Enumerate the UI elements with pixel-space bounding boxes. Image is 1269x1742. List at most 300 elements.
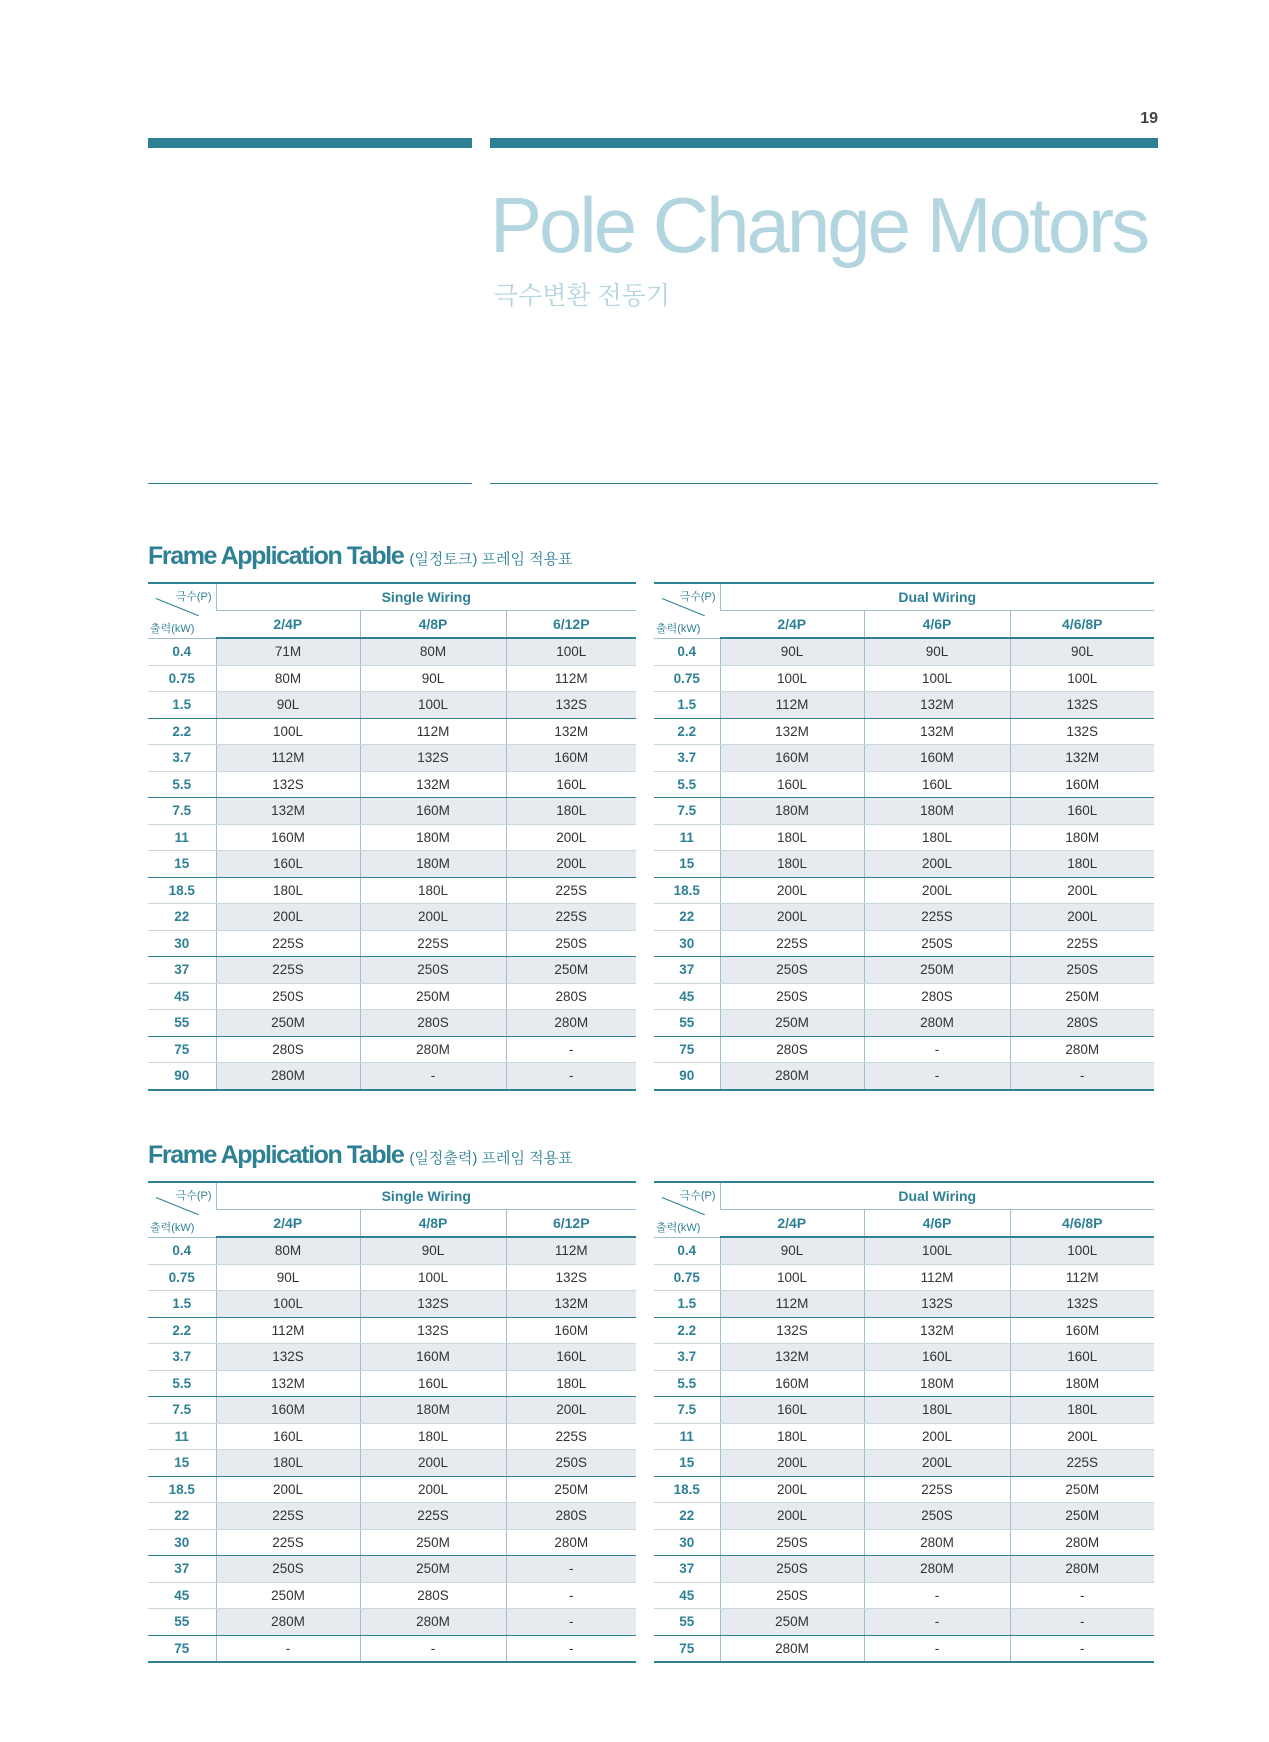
table-row <box>148 1529 636 1556</box>
frame-size-cell: 280M <box>1010 1556 1154 1583</box>
poles-label: 극수(P) <box>679 1190 716 1202</box>
output-kw-cell: 22 <box>148 1503 216 1530</box>
frame-size-cell: 250S <box>720 1582 864 1609</box>
frame-size-cell: 280M <box>1010 1036 1154 1063</box>
frame-size-cell: 112M <box>360 718 506 745</box>
poles-label: 극수(P) <box>175 591 212 603</box>
table-row <box>148 1423 636 1450</box>
frame-size-cell: 80M <box>216 1237 360 1264</box>
frame-table-constant-torque-dual <box>654 582 1154 1091</box>
frame-size-cell: 200L <box>360 1450 506 1477</box>
table-row <box>654 1317 1154 1344</box>
wiring-group-header: Dual Wiring <box>720 1182 1154 1210</box>
frame-size-cell: 200L <box>720 1503 864 1530</box>
frame-size-cell: 200L <box>506 824 636 851</box>
frame-size-cell: 180M <box>1010 824 1154 851</box>
table-row <box>654 718 1154 745</box>
frame-size-cell: 160M <box>1010 771 1154 798</box>
frame-size-cell: 180M <box>360 1397 506 1424</box>
table-row <box>148 1397 636 1424</box>
output-label: 출력(kW) <box>656 622 701 635</box>
frame-size-cell: 160M <box>360 798 506 825</box>
output-kw-cell: 18.5 <box>148 877 216 904</box>
frame-size-cell: 112M <box>1010 1264 1154 1291</box>
frame-size-cell: 132S <box>1010 692 1154 719</box>
header-corner-cell <box>148 1182 216 1237</box>
frame-size-cell: 180L <box>720 824 864 851</box>
table-row <box>148 1635 636 1662</box>
frame-table-constant-output-single <box>148 1181 636 1663</box>
frame-size-cell: 250S <box>506 930 636 957</box>
frame-size-cell: 160L <box>506 1344 636 1371</box>
output-kw-cell: 75 <box>148 1036 216 1063</box>
header-corner-cell <box>148 583 216 638</box>
table-row <box>148 1344 636 1371</box>
frame-size-cell: 225S <box>864 1476 1010 1503</box>
table-row <box>654 1556 1154 1583</box>
table-row <box>654 1397 1154 1424</box>
frame-size-cell: 250S <box>720 983 864 1010</box>
frame-size-cell: 180M <box>864 798 1010 825</box>
output-kw-cell: 5.5 <box>654 1370 720 1397</box>
table-row <box>148 1264 636 1291</box>
frame-size-cell: 132S <box>506 692 636 719</box>
frame-size-cell: 225S <box>216 1503 360 1530</box>
pole-column-header: 2/4P <box>720 1210 864 1238</box>
frame-size-cell: 100L <box>216 1291 360 1318</box>
frame-size-cell: 280M <box>360 1036 506 1063</box>
frame-size-cell: 225S <box>720 930 864 957</box>
output-kw-cell: 30 <box>148 1529 216 1556</box>
output-kw-cell: 37 <box>654 957 720 984</box>
table-row <box>654 771 1154 798</box>
output-kw-cell: 11 <box>148 1423 216 1450</box>
table-row <box>654 851 1154 878</box>
frame-size-cell: 250M <box>360 1556 506 1583</box>
pole-column-header: 4/6/8P <box>1010 611 1154 639</box>
table-row <box>148 983 636 1010</box>
frame-size-cell: 160L <box>216 1423 360 1450</box>
table-row <box>654 983 1154 1010</box>
frame-size-cell: 180L <box>506 798 636 825</box>
table-row <box>654 1237 1154 1264</box>
frame-size-cell: 200L <box>864 1423 1010 1450</box>
frame-size-cell: 90L <box>1010 638 1154 665</box>
table-row <box>148 1010 636 1037</box>
page-subtitle: 극수변환 전동기 <box>494 282 670 310</box>
frame-size-cell: 180M <box>360 824 506 851</box>
frame-size-cell: 80M <box>216 665 360 692</box>
frame-size-cell: 132M <box>216 1370 360 1397</box>
table-row <box>654 957 1154 984</box>
output-kw-cell: 0.75 <box>654 1264 720 1291</box>
output-kw-cell: 2.2 <box>654 1317 720 1344</box>
output-kw-cell: 5.5 <box>148 771 216 798</box>
table-row <box>654 1036 1154 1063</box>
output-kw-cell: 18.5 <box>654 1476 720 1503</box>
frame-size-cell: 225S <box>506 1423 636 1450</box>
frame-size-cell: 160M <box>216 824 360 851</box>
frame-size-cell: 132M <box>506 1291 636 1318</box>
frame-size-cell: 250S <box>720 1529 864 1556</box>
table-row <box>654 1291 1154 1318</box>
frame-size-cell: 280M <box>506 1010 636 1037</box>
output-kw-cell: 7.5 <box>148 798 216 825</box>
pole-column-header: 6/12P <box>506 611 636 639</box>
frame-size-cell: 280S <box>864 983 1010 1010</box>
frame-size-cell: 71M <box>216 638 360 665</box>
output-kw-cell: 15 <box>148 1450 216 1477</box>
frame-size-cell: - <box>360 1063 506 1090</box>
frame-size-cell: 160L <box>864 771 1010 798</box>
table-row <box>654 1063 1154 1090</box>
frame-size-cell: 225S <box>360 1503 506 1530</box>
frame-size-cell: - <box>360 1635 506 1662</box>
frame-size-cell: 250S <box>216 1556 360 1583</box>
frame-size-cell: 280S <box>360 1010 506 1037</box>
frame-size-cell: 250M <box>1010 1503 1154 1530</box>
table-row <box>654 692 1154 719</box>
table-row <box>148 1063 636 1090</box>
output-kw-cell: 55 <box>148 1609 216 1636</box>
frame-size-cell: - <box>506 1556 636 1583</box>
header-corner-cell <box>654 583 720 638</box>
frame-size-cell: - <box>216 1635 360 1662</box>
frame-size-cell: 160M <box>216 1397 360 1424</box>
poles-label: 극수(P) <box>679 591 716 603</box>
frame-size-cell: 280M <box>216 1063 360 1090</box>
frame-size-cell: 180L <box>720 1423 864 1450</box>
frame-size-cell: 250M <box>506 1476 636 1503</box>
frame-size-cell: 180M <box>720 798 864 825</box>
frame-size-cell: 200L <box>360 1476 506 1503</box>
output-kw-cell: 3.7 <box>148 745 216 772</box>
frame-size-cell: 180L <box>864 824 1010 851</box>
table-row <box>148 638 636 665</box>
output-kw-cell: 0.75 <box>654 665 720 692</box>
table-row <box>148 877 636 904</box>
wiring-group-header: Single Wiring <box>216 583 636 611</box>
frame-size-cell: - <box>506 1036 636 1063</box>
table-row <box>148 798 636 825</box>
frame-size-cell: 132M <box>506 718 636 745</box>
output-kw-cell: 0.4 <box>654 638 720 665</box>
frame-size-cell: 160L <box>720 771 864 798</box>
output-kw-cell: 0.4 <box>148 1237 216 1264</box>
frame-size-cell: 100L <box>720 665 864 692</box>
frame-size-cell: 200L <box>216 1476 360 1503</box>
frame-size-cell: 180M <box>360 851 506 878</box>
table-row <box>148 692 636 719</box>
frame-size-cell: 280S <box>506 983 636 1010</box>
output-kw-cell: 0.4 <box>148 638 216 665</box>
frame-size-cell: - <box>864 1036 1010 1063</box>
output-kw-cell: 18.5 <box>654 877 720 904</box>
output-kw-cell: 15 <box>148 851 216 878</box>
frame-size-cell: 100L <box>216 718 360 745</box>
frame-size-cell: 160M <box>864 745 1010 772</box>
frame-size-cell: 90L <box>216 692 360 719</box>
table-row <box>148 957 636 984</box>
output-kw-cell: 0.75 <box>148 665 216 692</box>
frame-size-cell: 100L <box>506 638 636 665</box>
pole-column-header: 2/4P <box>720 611 864 639</box>
table-row <box>148 1450 636 1477</box>
output-label: 출력(kW) <box>150 622 195 635</box>
frame-size-cell: 132M <box>1010 745 1154 772</box>
table-row <box>654 1503 1154 1530</box>
frame-size-cell: 90L <box>720 1237 864 1264</box>
output-kw-cell: 55 <box>654 1010 720 1037</box>
frame-size-cell: 100L <box>864 1237 1010 1264</box>
table-row <box>654 1635 1154 1662</box>
frame-size-cell: 200L <box>216 904 360 931</box>
output-kw-cell: 22 <box>148 904 216 931</box>
frame-size-cell: 280S <box>360 1582 506 1609</box>
frame-size-cell: 200L <box>1010 904 1154 931</box>
frame-size-cell: 100L <box>864 665 1010 692</box>
frame-size-cell: 250S <box>864 930 1010 957</box>
output-label: 출력(kW) <box>656 1221 701 1234</box>
frame-size-cell: 160L <box>216 851 360 878</box>
frame-size-cell: 250S <box>216 983 360 1010</box>
frame-size-cell: 80M <box>360 638 506 665</box>
output-kw-cell: 3.7 <box>654 745 720 772</box>
frame-size-cell: 112M <box>864 1264 1010 1291</box>
frame-size-cell: 132S <box>506 1264 636 1291</box>
frame-size-cell: 132M <box>720 718 864 745</box>
frame-size-cell: 250M <box>720 1609 864 1636</box>
table-row <box>148 1291 636 1318</box>
frame-size-cell: 225S <box>864 904 1010 931</box>
frame-size-cell: 160L <box>864 1344 1010 1371</box>
pole-column-header: 4/6/8P <box>1010 1210 1154 1238</box>
output-kw-cell: 2.2 <box>654 718 720 745</box>
frame-size-cell: 250M <box>216 1582 360 1609</box>
frame-size-cell: 132M <box>864 718 1010 745</box>
frame-size-cell: 225S <box>506 904 636 931</box>
header-corner-cell <box>654 1182 720 1237</box>
frame-size-cell: - <box>1010 1635 1154 1662</box>
frame-size-cell: 250S <box>720 957 864 984</box>
frame-size-cell: 250M <box>864 957 1010 984</box>
table-row <box>654 1450 1154 1477</box>
frame-size-cell: 225S <box>360 930 506 957</box>
frame-size-cell: 132M <box>216 798 360 825</box>
frame-size-cell: - <box>864 1063 1010 1090</box>
frame-size-cell: 160L <box>506 771 636 798</box>
frame-size-cell: 225S <box>216 957 360 984</box>
frame-size-cell: 200L <box>1010 1423 1154 1450</box>
frame-size-cell: 112M <box>720 692 864 719</box>
output-kw-cell: 45 <box>654 1582 720 1609</box>
frame-size-cell: 280M <box>360 1609 506 1636</box>
output-kw-cell: 30 <box>148 930 216 957</box>
table-row <box>654 824 1154 851</box>
output-kw-cell: 11 <box>148 824 216 851</box>
frame-size-cell: 280S <box>216 1036 360 1063</box>
frame-size-cell: 132S <box>216 1344 360 1371</box>
output-label: 출력(kW) <box>150 1221 195 1234</box>
frame-size-cell: 112M <box>506 665 636 692</box>
output-kw-cell: 1.5 <box>654 692 720 719</box>
frame-size-cell: 250M <box>360 983 506 1010</box>
output-kw-cell: 7.5 <box>654 798 720 825</box>
output-kw-cell: 7.5 <box>148 1397 216 1424</box>
output-kw-cell: 15 <box>654 851 720 878</box>
frame-table-constant-output-dual <box>654 1181 1154 1663</box>
output-kw-cell: 11 <box>654 1423 720 1450</box>
frame-size-cell: 112M <box>216 745 360 772</box>
output-kw-cell: 5.5 <box>654 771 720 798</box>
header-bar-left <box>148 138 472 148</box>
output-kw-cell: 55 <box>148 1010 216 1037</box>
frame-size-cell: 225S <box>1010 930 1154 957</box>
frame-size-cell: 112M <box>216 1317 360 1344</box>
frame-size-cell: 160L <box>1010 1344 1154 1371</box>
output-kw-cell: 90 <box>148 1063 216 1090</box>
section-heading-subtitle: (일정토크) 프레임 적용표 <box>409 551 573 568</box>
table-row <box>654 638 1154 665</box>
frame-size-cell: 100L <box>1010 1237 1154 1264</box>
output-kw-cell: 37 <box>148 957 216 984</box>
page-number: 19 <box>1140 110 1158 127</box>
table-row <box>148 904 636 931</box>
table-row <box>654 1010 1154 1037</box>
frame-size-cell: 90L <box>720 638 864 665</box>
output-kw-cell: 3.7 <box>148 1344 216 1371</box>
frame-size-cell: 200L <box>720 1450 864 1477</box>
frame-size-cell: 225S <box>1010 1450 1154 1477</box>
frame-size-cell: 160M <box>720 1370 864 1397</box>
table-row <box>654 1529 1154 1556</box>
header-bar-right <box>490 138 1158 148</box>
pole-column-header: 2/4P <box>216 611 360 639</box>
output-kw-cell: 45 <box>654 983 720 1010</box>
wiring-group-header: Dual Wiring <box>720 583 1154 611</box>
frame-size-cell: 180L <box>1010 1397 1154 1424</box>
frame-size-cell: 180L <box>506 1370 636 1397</box>
table-row <box>148 1317 636 1344</box>
frame-size-cell: 132M <box>864 692 1010 719</box>
frame-size-cell: 200L <box>506 851 636 878</box>
frame-size-cell: - <box>1010 1063 1154 1090</box>
frame-size-cell: 112M <box>720 1291 864 1318</box>
table-row <box>654 745 1154 772</box>
frame-size-cell: 280M <box>864 1529 1010 1556</box>
output-kw-cell: 7.5 <box>654 1397 720 1424</box>
frame-size-cell: - <box>1010 1609 1154 1636</box>
frame-size-cell: 280S <box>1010 1010 1154 1037</box>
table-row <box>654 930 1154 957</box>
pole-column-header: 4/6P <box>864 1210 1010 1238</box>
section-heading-constant-output <box>148 1141 573 1170</box>
table-row <box>148 930 636 957</box>
frame-size-cell: 180L <box>864 1397 1010 1424</box>
frame-size-cell: 180L <box>720 851 864 878</box>
output-kw-cell: 5.5 <box>148 1370 216 1397</box>
frame-size-cell: 200L <box>506 1397 636 1424</box>
section-heading-constant-torque <box>148 542 573 571</box>
divider-right <box>490 483 1158 484</box>
table-row <box>148 771 636 798</box>
table-row <box>148 718 636 745</box>
frame-size-cell: 250S <box>864 1503 1010 1530</box>
frame-size-cell: - <box>864 1609 1010 1636</box>
page-title: Pole Change Motors <box>490 181 1148 269</box>
frame-size-cell: 280S <box>506 1503 636 1530</box>
frame-size-cell: 160L <box>720 1397 864 1424</box>
output-kw-cell: 30 <box>654 1529 720 1556</box>
frame-size-cell: - <box>506 1582 636 1609</box>
table-row <box>148 1556 636 1583</box>
table-row <box>148 1237 636 1264</box>
pole-column-header: 4/8P <box>360 1210 506 1238</box>
frame-size-cell: - <box>506 1609 636 1636</box>
frame-size-cell: 160M <box>1010 1317 1154 1344</box>
output-kw-cell: 1.5 <box>148 692 216 719</box>
frame-size-cell: 200L <box>720 877 864 904</box>
table-row <box>654 665 1154 692</box>
frame-size-cell: 280M <box>216 1609 360 1636</box>
table-row <box>654 1344 1154 1371</box>
frame-size-cell: 180L <box>360 877 506 904</box>
table-row <box>148 824 636 851</box>
frame-size-cell: 132S <box>864 1291 1010 1318</box>
section-heading-title: Frame Application Table <box>148 542 404 570</box>
frame-size-cell: - <box>864 1582 1010 1609</box>
frame-size-cell: 132M <box>864 1317 1010 1344</box>
output-kw-cell: 90 <box>654 1063 720 1090</box>
frame-size-cell: - <box>506 1635 636 1662</box>
output-kw-cell: 1.5 <box>148 1291 216 1318</box>
output-kw-cell: 0.75 <box>148 1264 216 1291</box>
frame-size-cell: 280M <box>720 1063 864 1090</box>
output-kw-cell: 2.2 <box>148 718 216 745</box>
poles-label: 극수(P) <box>175 1190 212 1202</box>
table-row <box>654 798 1154 825</box>
frame-size-cell: 132M <box>720 1344 864 1371</box>
section-heading-subtitle: (일정출력) 프레임 적용표 <box>409 1150 573 1167</box>
frame-size-cell: 132S <box>1010 718 1154 745</box>
frame-size-cell: 180L <box>216 1450 360 1477</box>
frame-size-cell: 90L <box>216 1264 360 1291</box>
output-kw-cell: 18.5 <box>148 1476 216 1503</box>
frame-size-cell: 200L <box>1010 877 1154 904</box>
frame-size-cell: 200L <box>864 877 1010 904</box>
wiring-group-header: Single Wiring <box>216 1182 636 1210</box>
table-row <box>654 1609 1154 1636</box>
frame-size-cell: 280S <box>720 1036 864 1063</box>
output-kw-cell: 30 <box>654 930 720 957</box>
output-kw-cell: 75 <box>654 1635 720 1662</box>
output-kw-cell: 1.5 <box>654 1291 720 1318</box>
table-row <box>654 1370 1154 1397</box>
table-row <box>654 1582 1154 1609</box>
pole-column-header: 6/12P <box>506 1210 636 1238</box>
table-row <box>148 1582 636 1609</box>
output-kw-cell: 45 <box>148 983 216 1010</box>
frame-size-cell: - <box>864 1635 1010 1662</box>
frame-size-cell: 160L <box>1010 798 1154 825</box>
pole-column-header: 4/8P <box>360 611 506 639</box>
frame-size-cell: 180L <box>216 877 360 904</box>
output-kw-cell: 2.2 <box>148 1317 216 1344</box>
output-kw-cell: 75 <box>654 1036 720 1063</box>
output-kw-cell: 22 <box>654 1503 720 1530</box>
frame-size-cell: 160M <box>506 1317 636 1344</box>
frame-size-cell: 90L <box>360 665 506 692</box>
